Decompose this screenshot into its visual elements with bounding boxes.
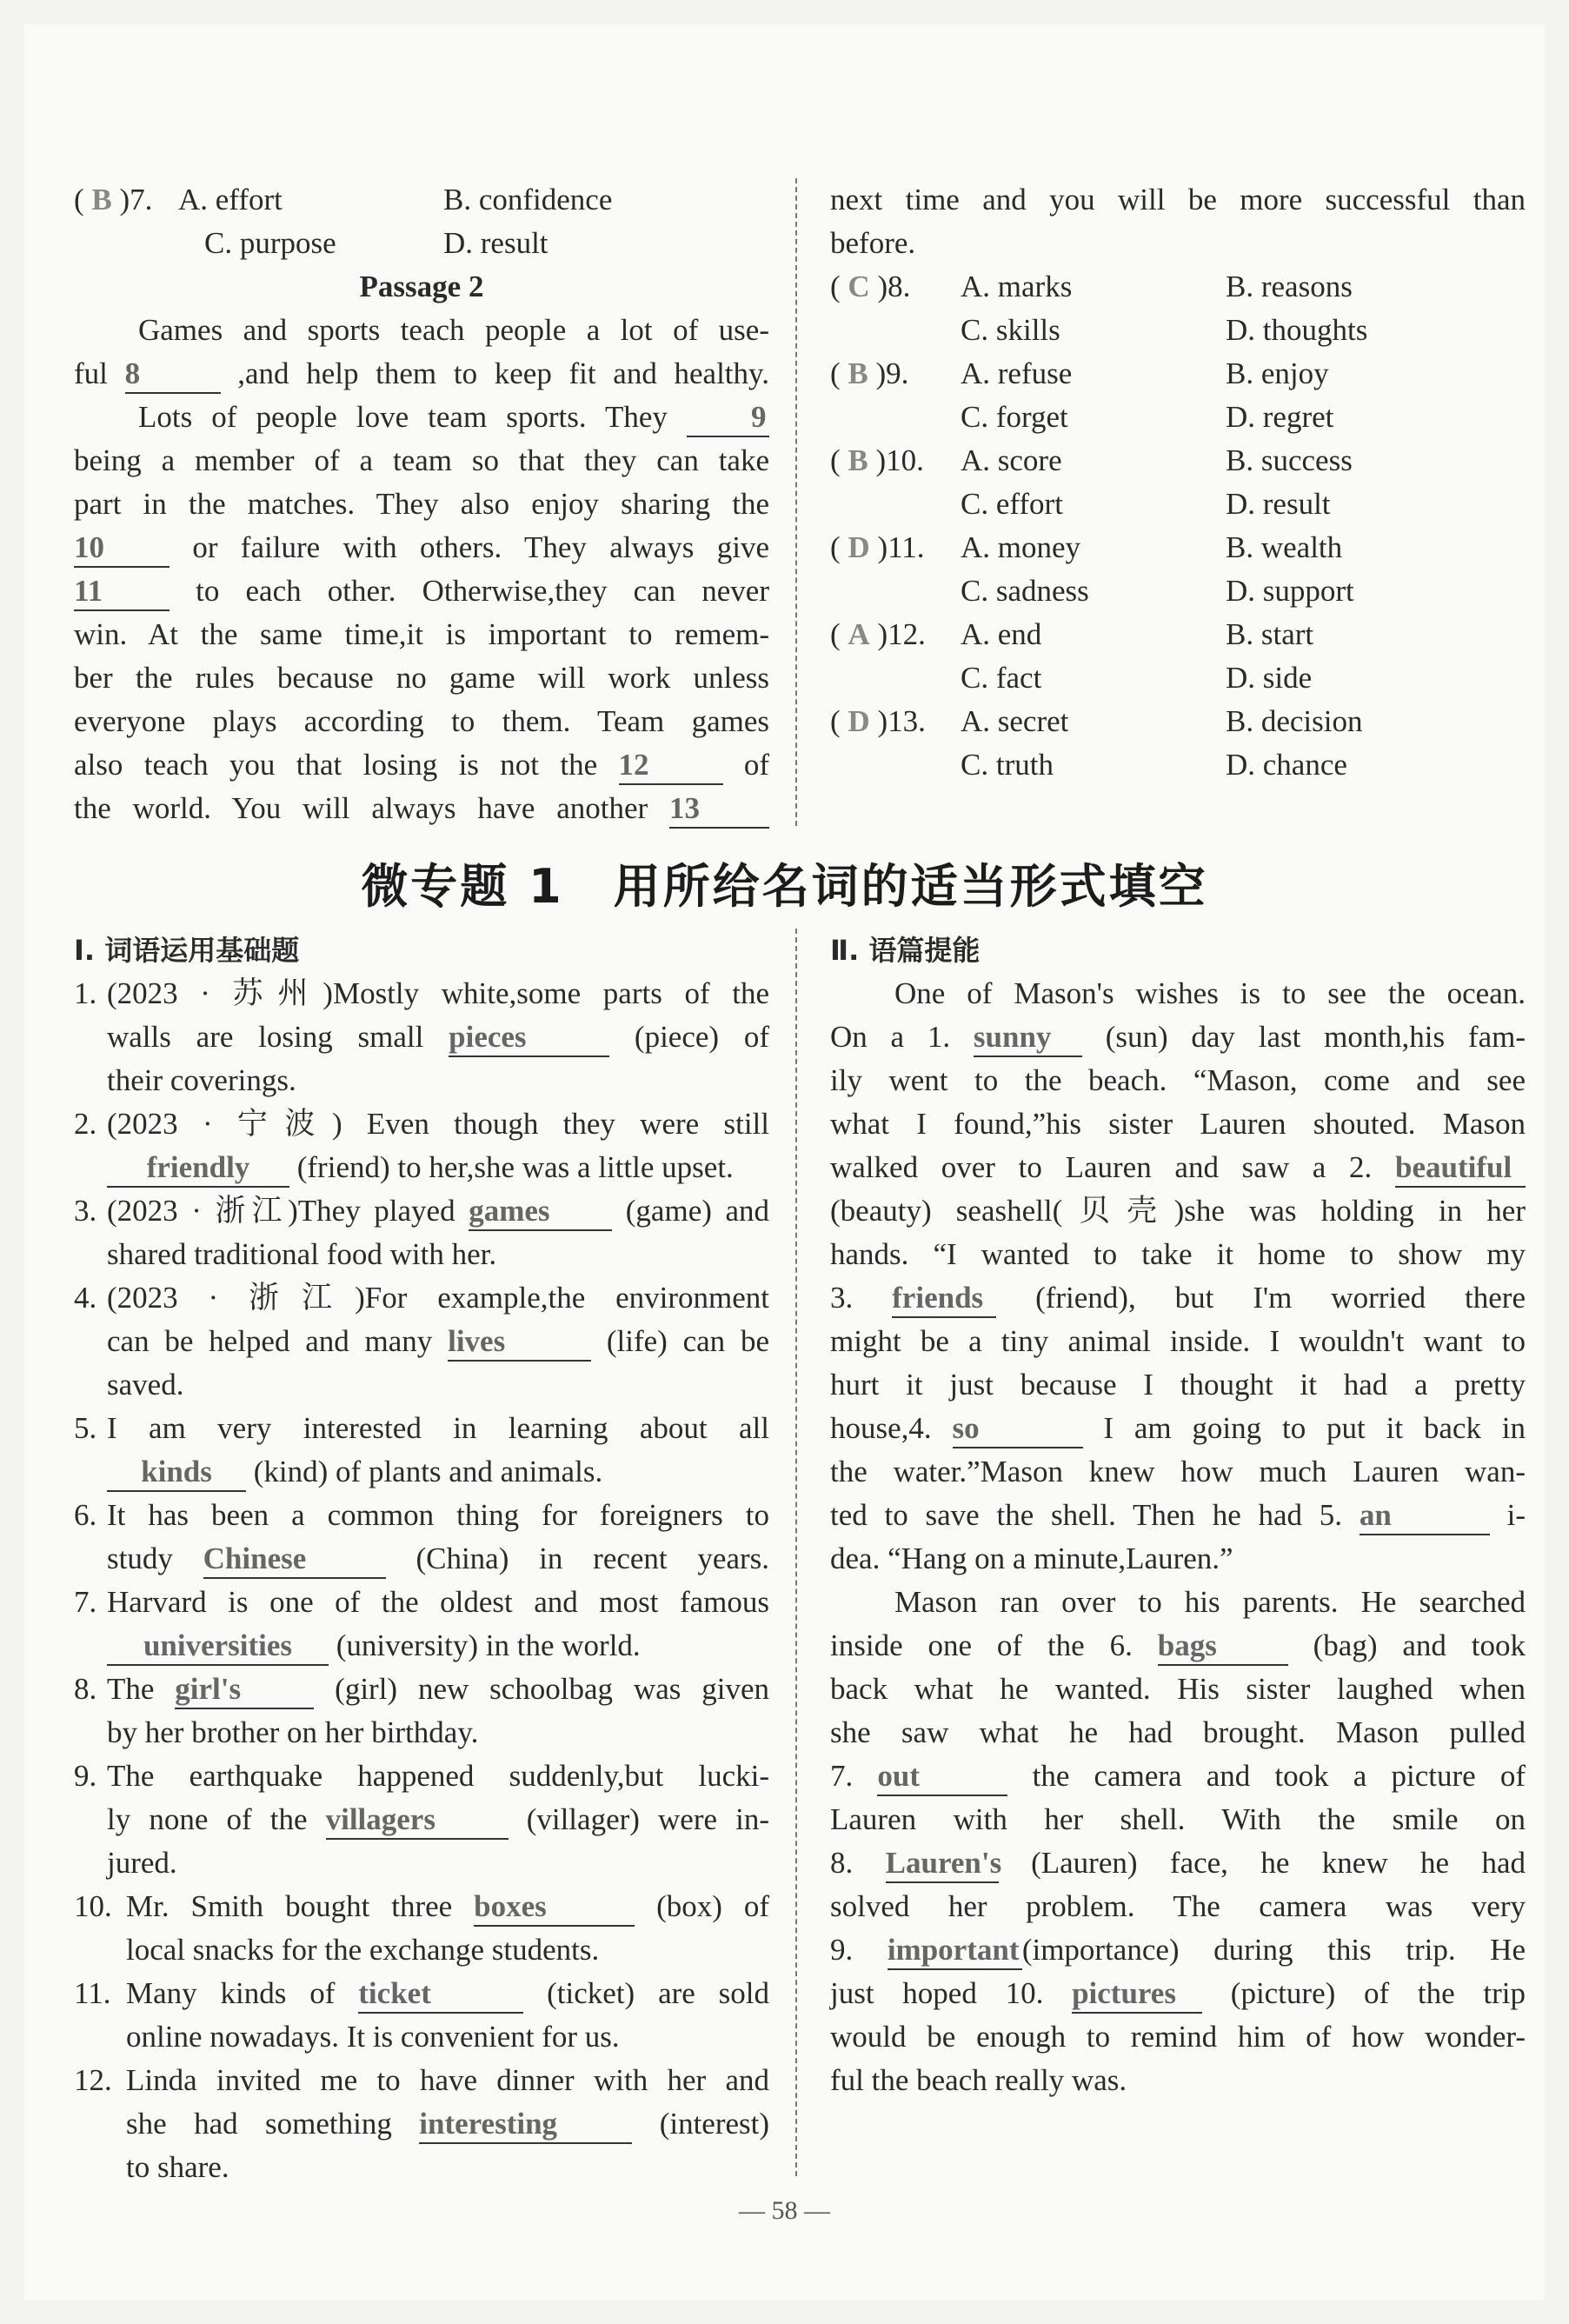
answer-blank: lives bbox=[448, 1323, 591, 1362]
question-row-cont: C. effort D. result bbox=[961, 487, 1331, 521]
question-row-cont: C. skills D. thoughts bbox=[961, 313, 1368, 347]
exercise-item: 6. It has been a common thing for foreigners to study Chinese (China) in recent years. bbox=[74, 1494, 769, 1581]
answer-10: pictures bbox=[1072, 1975, 1202, 2014]
question-row: ( A )12. A. end B. start bbox=[830, 617, 1314, 651]
answer-3: friends bbox=[892, 1280, 996, 1318]
question-list bbox=[830, 265, 1526, 787]
exercise-item: 4. (2023 · 浙江)For example,the environment can be helped and many lives (life) can be saved. bbox=[74, 1281, 769, 1402]
exercise-item: 10. Mr. Smith bought three boxes (box) of local snacks for the exchange students. bbox=[74, 1889, 769, 1967]
answer-2: beautiful bbox=[1395, 1149, 1526, 1188]
exercise-item: 11. Many kinds of ticket (ticket) are sold online nowadays. It is convenient for us. bbox=[74, 1976, 770, 2054]
column-divider-top bbox=[795, 178, 797, 826]
passage-title: Passage 2 bbox=[359, 270, 484, 303]
blank-10: 10 bbox=[74, 529, 170, 568]
question-row-cont: C. fact D. side bbox=[961, 661, 1313, 695]
page-number: — 58 — bbox=[739, 2196, 830, 2225]
question-7-cont: C. purpose D. result bbox=[204, 226, 548, 260]
question-row: ( D )11. A. money B. wealth bbox=[830, 530, 1343, 564]
exercise-item: 8. The girl's (girl) new schoolbag was given by her brother on her birthday. bbox=[74, 1672, 769, 1749]
answer-7: out bbox=[877, 1758, 1007, 1796]
blank-9: 9 bbox=[687, 399, 769, 437]
blank-13: 13 bbox=[669, 790, 769, 829]
exercise-item: 5. I am very interested in learning about all kinds (kind) of plants and animals. bbox=[74, 1407, 769, 1494]
blank-8: 8 bbox=[125, 356, 221, 394]
topic-heading: 微专题 1 用所给名词的适当形式填空 bbox=[361, 859, 1208, 914]
answer-blank: villagers bbox=[326, 1801, 509, 1840]
section-1-title: Ⅰ. 词语运用基础题 bbox=[74, 934, 300, 967]
question-row: ( C )8. A. marks B. reasons bbox=[830, 270, 1353, 303]
exercise-item: 2. (2023 · 宁波) Even though they were still friendly (friend) to her,she was a little upset. bbox=[74, 1102, 769, 1189]
exercise-item: 1. (2023 · 苏州)Mostly white,some parts of the walls are losing small pieces (piece) of their coverings. bbox=[74, 976, 769, 1097]
answer-blank: pieces bbox=[449, 1019, 609, 1057]
answer-blank: boxes bbox=[474, 1888, 635, 1927]
answer-1: sunny bbox=[974, 1019, 1082, 1057]
blank-11: 11 bbox=[74, 573, 170, 611]
answer-blank: friendly bbox=[107, 1149, 289, 1188]
answer-blank: girl's bbox=[175, 1671, 314, 1709]
answer-blank: ticket bbox=[358, 1975, 523, 2014]
answer-options-column: next time and you will be more successful than before. ( C )8. A. marks B. reasons C. skills D. thoughts ( B )9. A. refuse B. enjoy C. forget D. regret ( B )10. A. score B. success C. effort D. result ( D )11. A. money B. wealth C. sadness D. support ( A )12. A. end B. start C. fact D. side ( D )13. A. secret B. decision C. truth D. chance bbox=[830, 178, 1526, 787]
exercise-item: 9. The earthquake happened suddenly,but lucki- ly none of the villagers (villager) were in- jured. bbox=[74, 1759, 769, 1880]
question-row: ( B )10. A. score B. success bbox=[830, 443, 1353, 477]
question-row: ( B )9. A. refuse B. enjoy bbox=[830, 356, 1329, 390]
blank-12: 12 bbox=[619, 747, 723, 785]
section-1-column bbox=[74, 929, 769, 2189]
answer-8: Lauren's bbox=[886, 1845, 999, 1883]
question-row-cont: C. truth D. chance bbox=[961, 748, 1347, 782]
answer-4: so bbox=[953, 1410, 1083, 1448]
exercise-item: 3. (2023 · 浙江)They played games (game) and shared traditional food with her. bbox=[74, 1194, 770, 1271]
question-row-cont: C. sadness D. support bbox=[961, 574, 1354, 608]
answer-blank: universities bbox=[107, 1628, 329, 1666]
column-divider-bottom bbox=[795, 929, 797, 2176]
answer-5: an bbox=[1360, 1497, 1490, 1535]
section-2-column: Ⅱ. 语篇提能 One of Mason's wishes is to see the ocean. On a 1. sunny (sun) day last month,his fam- ily went to the beach. “Mason, come and see what I found,”his sister Lauren shouted. Mason walked over to Lauren and saw a 2. beautiful (beauty) seashell(贝壳)she was holding in her hands. “I wanted to take it home to show my 3. friends (friend), but I'm worried there might be a tiny animal inside. I wouldn't want to hurt it just because I thought it had a pretty house,4. so I am going to put it back in the water.”Mason knew how much Lauren wan- ted to save the shell. Then he had 5. an i- dea. “Hang on a minute,Lauren.” Mason ran over to his parents. He searched inside one of the 6. bags (bag) and took back what he wanted. His sister laughed when she saw what he had brought. Mason pulled 7. out the camera and took a picture of Lauren with her shell. With the smile on 8. Lauren's (Lauren) face, he knew he had solved her problem. The camera was very 9. important(importance) during this trip. He just hoped 10. pictures (picture) of the trip would be enough to remind him of how wonder- ful the beach really was. bbox=[830, 929, 1526, 2102]
answer-blank: kinds bbox=[107, 1454, 246, 1492]
section-1-items bbox=[74, 972, 769, 2189]
answer-blank: interesting bbox=[419, 2106, 632, 2144]
answer-blank: Chinese bbox=[203, 1541, 386, 1579]
section-2-title: Ⅱ. 语篇提能 bbox=[830, 934, 981, 967]
question-7: ( B )7. A. effort B. confidence bbox=[74, 183, 613, 216]
exercise-item: 12. Linda invited me to have dinner with her and she had something interesting (interest) to share. bbox=[74, 2063, 770, 2184]
passage-2-column: ( B )7. A. effort B. confidence C. purpose D. result Passage 2 Games and sports teach people a lot of use- ful 8 ,and help them to keep fit and healthy. Lots of people love team sports. They 9 being a member of a team so that they can take part in the matches. They also enjoy sharing the 10 or failure with others. They always give 11 to each other. Otherwise,they can never win. At the same time,it is important to remem- ber the rules because no game will work unless everyone plays according to them. Team games also teach you that losing is not the 12 of the world. You will always have another 13 bbox=[74, 178, 769, 830]
answer-blank: games bbox=[469, 1193, 612, 1231]
answer-6: bags bbox=[1158, 1628, 1288, 1666]
exercise-item: 7. Harvard is one of the oldest and most famous universities (university) in the world. bbox=[74, 1581, 769, 1668]
question-row: ( D )13. A. secret B. decision bbox=[830, 704, 1363, 738]
answer-9: important bbox=[888, 1932, 1022, 1970]
question-row-cont: C. forget D. regret bbox=[961, 400, 1334, 434]
